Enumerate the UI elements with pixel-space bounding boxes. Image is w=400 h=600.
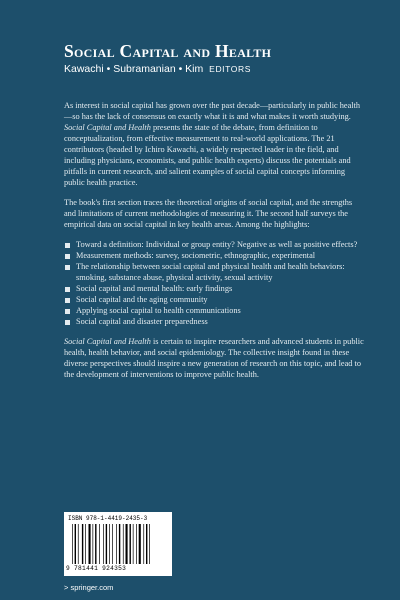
list-item: Measurement methods: survey, sociometric, ethnographic, experimental — [64, 250, 364, 261]
paragraph-closing-title: Social Capital and Health — [64, 337, 151, 346]
book-title: Social Capital and Health — [64, 41, 272, 61]
list-item: Social capital and disaster preparedness — [64, 316, 364, 327]
blurb — [64, 100, 364, 389]
barcode-bars — [72, 524, 164, 564]
publisher-url: > springer.com — [64, 583, 114, 592]
barcode-digits: 9 781441 924353 — [66, 565, 127, 572]
list-item: Toward a definition: Individual or group entity? Negative as well as positive effects? — [64, 239, 364, 250]
isbn-label: ISBN 978-1-4419-2435-3 — [68, 515, 148, 522]
paragraph-intro-b: presents the state of the debate, from definition to conceptualization, from effective measurement to real-world applications. The 21 contributors (headed by Ichiro Kawachi, a widely respected leader in the field, and including physicians, economists, and public health experts) discuss the potentials and pitfalls in current research, and salient examples of social capital concepts informing public health practice. — [64, 123, 351, 187]
list-item: Social capital and the aging community — [64, 294, 364, 305]
editors-line — [64, 63, 251, 75]
paragraph-closing — [64, 336, 364, 380]
paragraph-intro-a: As interest in social capital has grown over the past decade—particularly in public health —so has the lack of consensus on exactly what it is and what makes it worth studying. — [64, 101, 361, 121]
barcode — [64, 512, 172, 576]
editor-names: Kawachi • Subramanian • Kim — [64, 63, 204, 75]
highlights-list — [64, 239, 364, 327]
list-item: Social capital and mental health: early findings — [64, 283, 364, 294]
paragraph-intro-title: Social Capital and Health — [64, 123, 151, 132]
paragraph-intro — [64, 100, 364, 188]
list-item: The relationship between social capital and physical health and health behaviors: smoking, substance abuse, physical activity, sexual activity — [64, 261, 364, 283]
editors-role: EDITORS — [209, 64, 251, 74]
paragraph-closing-b: is certain to inspire researchers and advanced students in public health, health behavior, and social epidemiology. The collective insight found in these diverse perspectives should inspire a new generation of research on this topic, and lead to the development of interventions to improve public health. — [64, 337, 364, 379]
list-item: Applying social capital to health communications — [64, 305, 364, 316]
paragraph-sections: The book's first section traces the theoretical origins of social capital, and the strengths and limitations of current methodologies of measuring it. The second half surveys the empirical data on social capital in key health areas. Among the highlights: — [64, 198, 353, 229]
